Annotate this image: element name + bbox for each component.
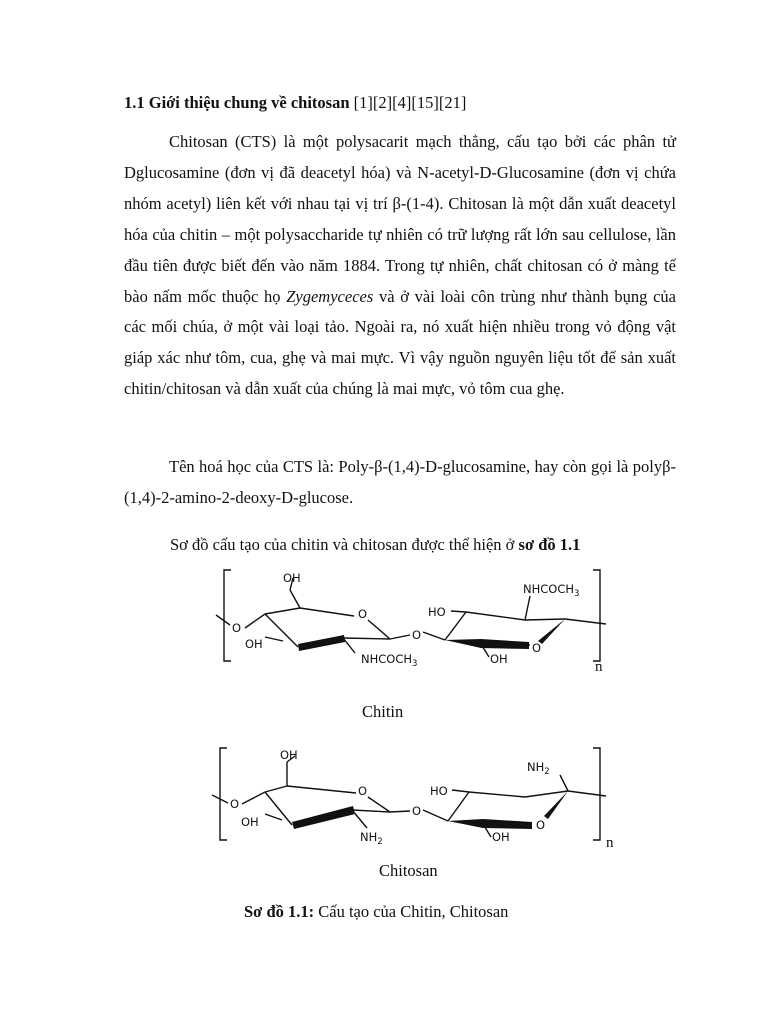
scheme-intro-text: Sơ đồ cấu tạo của chitin và chitosan được thể hiện ở — [170, 535, 519, 554]
chitosan-ring-o2: O — [536, 818, 546, 832]
p2-text: Tên hoá học của CTS là: Poly-β-(1,4)-D-glucosamine, hay còn gọi là polyβ-(1,4)-2-amino-2-deoxy-D-glucose. — [124, 457, 676, 507]
chitosan-ring-o1: O — [358, 784, 368, 798]
section-title: Giới thiệu chung về chitosan — [148, 93, 350, 112]
chitosan-nh2-bottom-sub: 2 — [377, 837, 383, 847]
chitosan-nh2-bottom-main: NH — [360, 830, 378, 844]
chitosan-oh-top: OH — [280, 748, 298, 762]
chitosan-oh-bottom: OH — [492, 830, 510, 844]
section-number: 1.1 — [124, 93, 145, 112]
chitosan-nh2-bottom — [360, 830, 383, 847]
paragraph-chemical-name — [124, 452, 676, 514]
p1-text-b: và ở vài loài côn trùng như thành bụng của các mối chúa, ở một vài loại tảo. Ngoài ra, nó xuất hiện nhiều trong vỏ động vật giáp xác như tôm, cua, ghẹ và mai mực. Vì vậy nguồn nguyên liệu tốt để sản xuất chitin/chitosan và dẫn xuất của chúng là mai mực, vỏ tôm cua ghẹ. — [124, 286, 676, 399]
chitin-nhcoch3-bottom-sub: 3 — [412, 659, 418, 669]
chitin-nhcoch3-bottom-main: NHCOCH — [361, 652, 413, 666]
scheme-intro — [170, 535, 580, 555]
chitin-structure-diagram — [0, 562, 768, 682]
figure-caption-label: Sơ đồ 1.1: — [244, 902, 315, 921]
scheme-intro-ref: sơ đồ 1.1 — [518, 535, 581, 554]
chitin-left-o: O — [232, 621, 242, 635]
chitosan-subscript-n: n — [606, 835, 614, 851]
chitin-ring-o1: O — [358, 607, 368, 621]
chitin-oh-bottom: OH — [490, 652, 508, 666]
chitin-ho: HO — [428, 605, 446, 619]
chitin-nhcoch3-top-sub: 3 — [574, 589, 580, 599]
chitosan-bonds — [212, 748, 606, 840]
section-heading — [124, 93, 466, 113]
section-refs: [1][2][4][15][21] — [353, 93, 467, 112]
chitosan-label: Chitosan — [379, 861, 438, 880]
p1-italic-genus: Zygemyceces — [286, 286, 374, 306]
p1-text-a: Chitosan (CTS) là một polysacarit mạch thẳng, cấu tạo bởi các phân tử Dglucosamine (đơn vị đã deacetyl hóa) và N-acetyl-D-Glucosamine (đơn vị chứa nhóm acetyl) liên kết với nhau tại vị trí β-(1-4). Chitosan là một dẫn xuất deacetyl hóa của chitin – một polysaccharide tự nhiên có trữ lượng rất lớn sau cellulose, lần đầu tiên được biết đến vào năm 1884. Trong tự nhiên, chất chitosan có ở màng tế bào nấm mốc thuộc họ — [124, 132, 676, 306]
chitosan-nh2-top — [527, 760, 550, 777]
chitosan-structure-diagram — [0, 740, 768, 855]
paragraph-chitosan-intro — [124, 127, 676, 405]
chitosan-ho: HO — [430, 784, 448, 798]
chitin-nhcoch3-top-main: NHCOCH — [523, 582, 575, 596]
chitin-nhcoch3-bottom — [361, 652, 417, 669]
chitin-bridge-o: O — [412, 628, 422, 642]
chitosan-nh2-top-sub: 2 — [544, 767, 550, 777]
chitosan-oh-left: OH — [241, 815, 259, 829]
figure-caption — [244, 902, 508, 922]
chitin-oh-left: OH — [245, 637, 263, 651]
chitin-oh-top: OH — [283, 571, 301, 585]
chitin-ring-o2: O — [532, 641, 542, 655]
chitosan-nh2-top-main: NH — [527, 760, 545, 774]
chitosan-bridge-o: O — [412, 804, 422, 818]
chitin-label: Chitin — [362, 702, 404, 721]
chitin-subscript-n: n — [595, 659, 603, 675]
chitin-nhcoch3-top — [523, 582, 579, 599]
figure-caption-text: Cấu tạo của Chitin, Chitosan — [314, 902, 509, 921]
chitosan-left-o: O — [230, 797, 240, 811]
